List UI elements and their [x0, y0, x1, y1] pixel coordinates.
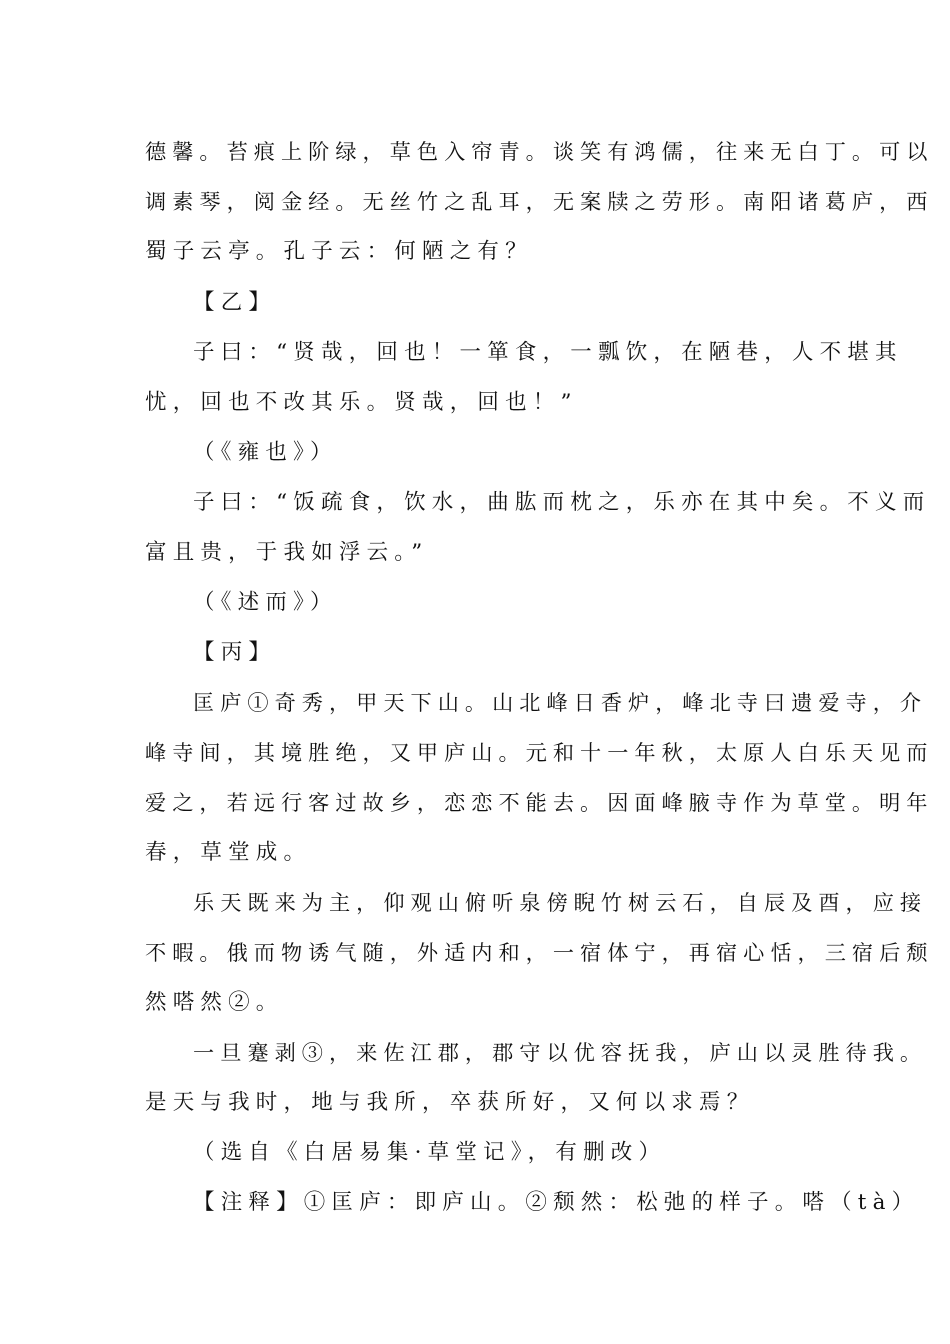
- source-shuer: （《述而》）: [193, 590, 338, 615]
- text-line-8: 子曰：“饭疏食，饮水，曲肱而枕之，乐亦在其中矣。不义而: [193, 490, 931, 515]
- source-yongye: （《雍也》）: [193, 440, 338, 465]
- text-line-2: 调素琴，阅金经。无丝竹之乱耳，无案牍之劳形。南阳诸葛庐，西: [145, 189, 934, 214]
- annotation-line: 【注释】①匡庐：即庐山。②颓然：松弛的样子。嗒（tà）: [193, 1190, 920, 1215]
- text-line-19: 一旦蹇剥③，来佐江郡，郡守以优容抚我，庐山以灵胜待我。: [193, 1040, 928, 1065]
- text-line-15: 春，草堂成。: [145, 840, 312, 865]
- source-caotangji: （选自《白居易集·草堂记》，有删改）: [193, 1140, 667, 1165]
- text-line-12: 匡庐①奇秀，甲天下山。山北峰日香炉，峰北寺曰遗爱寺，介: [193, 690, 928, 715]
- text-line-5: 子曰：“贤哉，回也！一箪食，一瓢饮，在陋巷，人不堪其: [193, 340, 903, 365]
- text-line-16: 乐天既来为主，仰观山俯听泉傍睨竹树云石，自辰及酉，应接: [193, 890, 928, 915]
- text-line-3: 蜀子云亭。孔子云：何陋之有？: [145, 239, 533, 264]
- text-line-18: 然嗒然②。: [145, 990, 284, 1015]
- text-line-14: 爱之，若远行客过故乡，恋恋不能去。因面峰腋寺作为草堂。明年: [145, 790, 934, 815]
- text-line-9: 富且贵，于我如浮云。”: [145, 540, 429, 565]
- text-line-6: 忧，回也不改其乐。贤哉，回也！”: [145, 390, 578, 415]
- section-heading-bing: 【丙】: [193, 640, 277, 665]
- text-line-20: 是天与我时，地与我所，卒获所好，又何以求焉？: [145, 1090, 755, 1115]
- section-heading-yi: 【乙】: [193, 290, 277, 315]
- text-line-17: 不暇。俄而物诱气随，外适内和，一宿体宁，再宿心恬，三宿后颓: [145, 940, 934, 965]
- text-line-1: 德馨。苔痕上阶绿，草色入帘青。谈笑有鸿儒，往来无白丁。可以: [145, 139, 934, 164]
- text-line-13: 峰寺间，其境胜绝，又甲庐山。元和十一年秋，太原人白乐天见而: [145, 740, 934, 765]
